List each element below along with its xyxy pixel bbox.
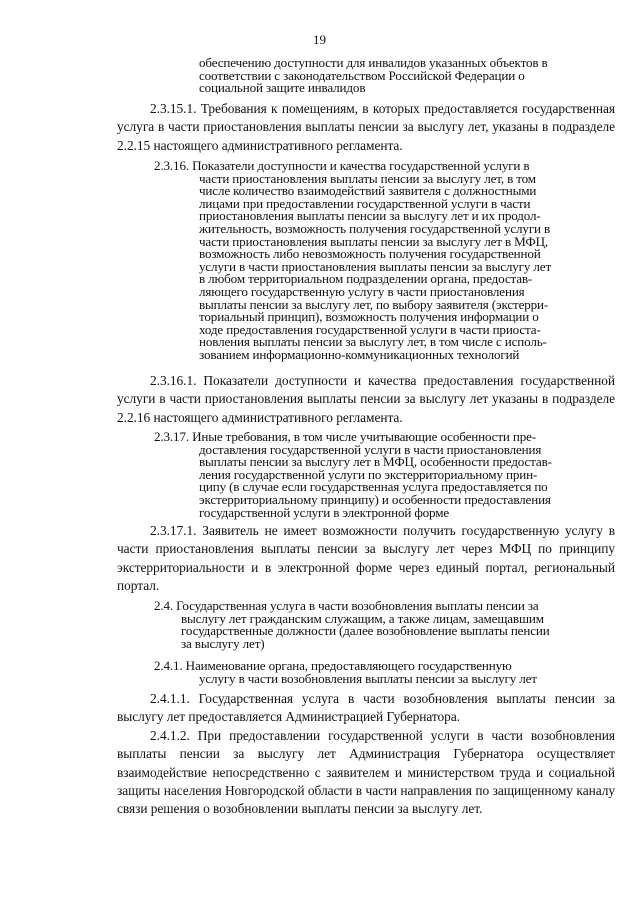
heading-line: доставления государственной услуги в части приостановления: [199, 441, 542, 457]
heading-line: части приостановления выплаты пенсии за выслугу лет, в том: [199, 170, 536, 186]
heading-line: ходе предоставления государственной услуги в части приоста-: [199, 321, 541, 337]
heading-line: возможность либо невозможность получения государственной: [199, 246, 541, 262]
heading-line: выплаты пенсии за выслугу лет, по выбору заявителя (экстерри-: [199, 296, 549, 312]
paragraph-2-3-17-1: 2.3.17.1. Заявитель не имеет возможности получить государственную услугу в части приостановления выплаты пенсии за выслугу лет через МФЦ по принципу экстерриториальности и в электронной форме через единый портал, региональный портал.: [117, 523, 615, 593]
heading-line: услуги в части приостановления выплаты пенсии за выслугу лет: [199, 258, 552, 274]
heading-line: части приостановления выплаты пенсии за выслугу лет в МФЦ,: [199, 233, 549, 249]
page-number: 19: [313, 32, 326, 47]
heading-line: ляющего государственную услугу в части приостановления: [199, 283, 525, 299]
paragraph-2-3-16-1: 2.3.16.1. Показатели доступности и качества предоставления государственной услуги в части приостановления выплаты пенсии за выслугу лет указаны в подразделе 2.2.16 настоящего административного регламента.: [117, 373, 615, 425]
heading-line: выслугу лет гражданским служащим, а также лицам, замещавшим: [181, 610, 544, 626]
heading-line: услугу в части возобновления выплаты пенсии за выслугу лет: [199, 670, 537, 686]
heading-line: числе количество взаимодействий заявителя с должностными: [199, 183, 537, 199]
heading-2-3-16: [154, 160, 614, 362]
heading-2-3-17: [154, 431, 614, 519]
heading-line: жительность, возможность получения государственной услуги в: [199, 220, 551, 236]
heading-line: приостановления выплаты пенсии за выслугу лет и их продол-: [199, 208, 541, 224]
heading-line: 2.3.17. Иные требования, в том числе учитывающие особенности пре-: [154, 429, 537, 444]
heading-line: 2.4.1. Наименование органа, предоставляющего государственную: [154, 658, 512, 673]
heading-line: зованием информационно-коммуникационных технологий: [199, 346, 520, 362]
heading-line: ления государственной услуги по экстерриториальному прин-: [199, 466, 538, 482]
paragraph-2-4-1-1: 2.4.1.1. Государственная услуга в части возобновления выплаты пенсии за выслугу лет предоставляется Администрацией Губернатора.: [117, 691, 615, 725]
heading-line: обеспечению доступности для инвалидов указанных объектов в: [199, 55, 548, 70]
heading-line: социальной защите инвалидов: [199, 80, 366, 96]
heading-line: ципу (в случае если государственная услуга предоставляется по: [199, 479, 548, 495]
heading-line: 2.3.16. Показатели доступности и качества государственной услуги в: [154, 158, 530, 173]
heading-line: соответствии с законодательством Российской Федерации о: [199, 67, 525, 83]
heading-continuation: [199, 57, 619, 95]
heading-line: выплаты пенсии за выслугу лет в МФЦ, особенности предостав-: [199, 454, 552, 470]
heading-line: государственной услуги в электронной форме: [199, 504, 450, 520]
heading-line: государственные должности (далее возобновление выплаты пенсии: [181, 623, 550, 639]
paragraph-2-4-1-2: 2.4.1.2. При предоставлении государственной услуги в части возобновления выплаты пенсии за выслугу лет Администрация Губернатора осуществляет взаимодействие непосредственно с заявителем и министерством труда и социальной защиты населения Новгородской области в части направления по защищенному каналу связи решения о возобновлении выплаты пенсии за выслугу лет.: [117, 728, 615, 817]
heading-line: новления выплаты пенсии за выслугу лет, в том числе с исполь-: [199, 334, 547, 350]
heading-2-4-1: [154, 660, 614, 685]
heading-line: экстерриториальному принципу) и особенности предоставления: [199, 491, 551, 507]
heading-line: за выслугу лет): [181, 635, 265, 651]
heading-line: лицами при предоставлении государственной услуги в части: [199, 195, 531, 211]
paragraph-2-3-15-1: 2.3.15.1. Требования к помещениям, в которых предоставляется государственная услуга в части приостановления выплаты пенсии за выслугу лет, указаны в подразделе 2.2.15 настоящего административного регламента.: [117, 101, 615, 153]
heading-line: 2.4. Государственная услуга в части возобновления выплаты пенсии за: [154, 598, 539, 613]
heading-line: в любом территориальном подразделении органа, предостав-: [199, 271, 533, 287]
heading-2-4: [154, 600, 614, 650]
heading-line: ториальный принцип), возможность получения информации о: [199, 309, 539, 325]
